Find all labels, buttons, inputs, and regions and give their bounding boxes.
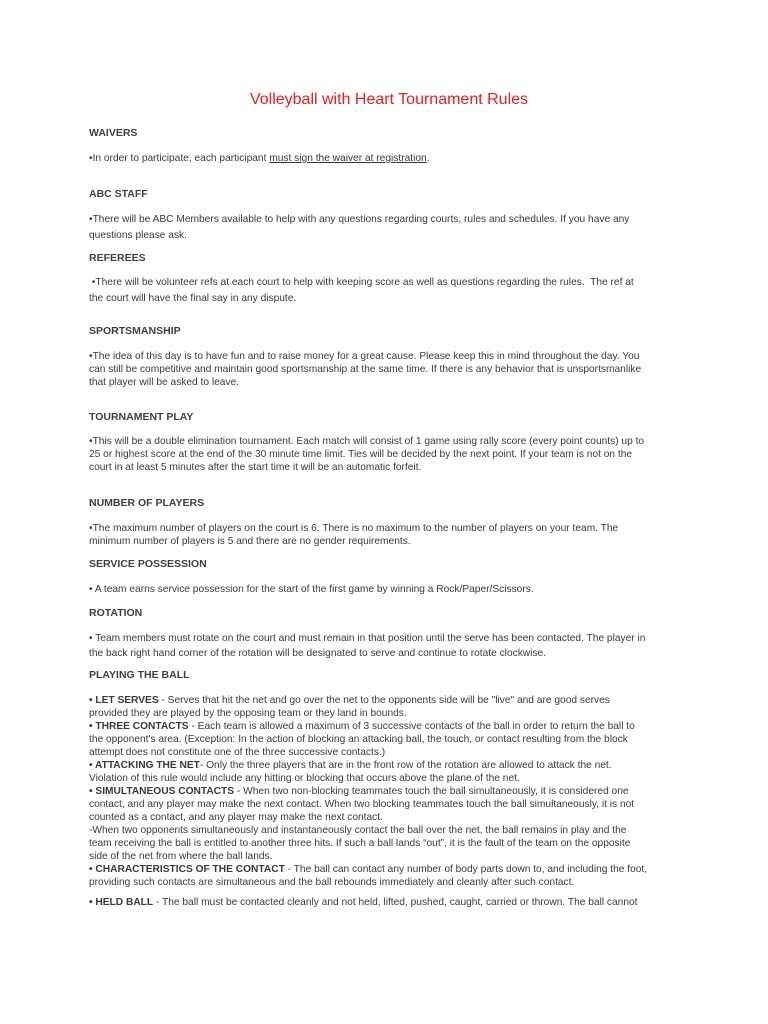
three-contacts-line	[89, 720, 689, 733]
attacking-label: • ATTACKING THE NET	[89, 760, 200, 771]
para-number-of-players	[89, 522, 689, 548]
three-contacts-line: attempt does not constitute one of the three successive contacts.)	[89, 747, 386, 758]
tournament-play-line: •This will be a double elimination tournament. Each match will consist of 1 game using rally score (every point counts) up to	[89, 436, 645, 447]
attacking-text: - Only the three players that are in the front row of the rotation are allowed to attack the net.	[199, 760, 612, 771]
three-contacts-line: the opponent's area. (Exception: In the action of blocking an attacking ball, the touch, or contact resulting from the block	[89, 734, 628, 745]
characteristics-line	[89, 863, 689, 876]
let-serves-label: • LET SERVES	[89, 695, 159, 706]
number-of-players-line: minimum number of players is 5 and there are no gender requirements.	[89, 536, 411, 547]
let-serves-line	[89, 694, 689, 707]
para-referees	[89, 276, 689, 305]
simultaneous-line: counted as a contact, and any player may make the next contact.	[89, 812, 383, 823]
let-serves-line: provided they are played by the opposing team or they land in bounds.	[89, 708, 407, 719]
heading-sportsmanship: SPORTSMANSHIP	[89, 325, 181, 337]
rotation-line: • Team members must rotate on the court and must remain in that position until the serve has been contacted. The player in	[89, 633, 646, 644]
sportsmanship-line: that player will be asked to leave.	[89, 377, 240, 388]
para-sportsmanship	[89, 350, 689, 389]
held-ball-line	[89, 896, 689, 909]
para-waivers	[89, 152, 689, 165]
heading-tournament-play: TOURNAMENT PLAY	[89, 411, 194, 423]
three-contacts-label: • THREE CONTACTS	[89, 721, 189, 732]
service-possession-line: • A team earns service possession for the start of the first game by winning a Rock/Paper/Scissors.	[89, 584, 534, 595]
waivers-text: •In order to participate, each participant	[89, 153, 270, 164]
simultaneous-line: contact, and any player may make the next contact. When two blocking teammates touch the ball simultaneously, it is not	[89, 799, 635, 810]
attacking-line: Violation of this rule would include any hitting or blocking that occurs above the plane of the net.	[89, 773, 520, 784]
heading-playing-the-ball: PLAYING THE BALL	[89, 669, 190, 681]
waivers-period: .	[426, 153, 430, 164]
characteristics-text: - The ball can contact any number of body parts down to, and including the foot,	[284, 864, 648, 875]
held-ball-label: • HELD BALL	[89, 897, 154, 908]
number-of-players-line: •The maximum number of players on the court is 6. There is no maximum to the number of players on your team. The	[89, 523, 619, 534]
tournament-play-line: court in at least 5 minutes after the start time it will be an automatic forfeit.	[89, 462, 422, 473]
simultaneous-line: -When two opponents simultaneously and instantaneously contact the ball over the net, the ball remains in play and the	[89, 825, 627, 836]
simultaneous-line: side of the net from where the ball lands.	[89, 851, 273, 862]
waiver-registration-underlined: must sign the waiver at registration	[269, 153, 427, 164]
referees-line: •There will be volunteer refs at each court to help with keeping score as well as questions regarding the rules. The ref at	[89, 277, 634, 288]
sportsmanship-line: can still be competitive and maintain good sportsmanship at the same time. If there is any behavior that is unsportsmanlike	[89, 364, 642, 375]
let-serves-text: - Serves that hit the net and go over the net to the opponents side will be "live" and are good serves	[158, 695, 610, 706]
simultaneous-line: team receiving the ball is entitled to another three hits. If such a ball lands “out”, it is the fault of the team on the opposite	[89, 838, 631, 849]
heading-rotation: ROTATION	[89, 607, 143, 619]
heading-waivers: WAIVERS	[89, 127, 138, 139]
characteristics-label: • CHARACTERISTICS OF THE CONTACT	[89, 864, 285, 875]
attacking-line	[89, 759, 689, 772]
para-service-possession	[89, 583, 689, 596]
para-rotation	[89, 632, 689, 660]
held-ball-text: - The ball must be contacted cleanly and not held, lifted, pushed, caught, carried or thrown. The ball cannot	[153, 897, 638, 908]
three-contacts-text: - Each team is allowed a maximum of 3 successive contacts of the ball in order to return the ball to	[188, 721, 635, 732]
para-tournament-play	[89, 435, 689, 474]
simultaneous-label: • SIMULTANEOUS CONTACTS	[89, 786, 235, 797]
para-abc-staff	[89, 213, 689, 242]
sportsmanship-line: •The idea of this day is to have fun and to raise money for a great cause. Please keep this in mind throughout the day. You	[89, 351, 640, 362]
para-playing-the-ball	[89, 694, 689, 909]
abc-staff-line: •There will be ABC Members available to help with any questions regarding courts, rules and schedules. If you have any	[89, 214, 630, 225]
referees-line: the court will have the final say in any dispute.	[89, 293, 297, 304]
heading-referees: REFEREES	[89, 252, 146, 264]
tournament-play-line: 25 or highest score at the end of the 30 minute time limit. Ties will be decided by the next point. If your team is not on the	[89, 449, 633, 460]
heading-number-of-players: NUMBER OF PLAYERS	[89, 497, 205, 509]
document-title: Volleyball with Heart Tournament Rules	[249, 91, 529, 108]
rotation-line: the back right hand corner of the rotation will be designated to serve and continue to rotate clockwise.	[89, 648, 547, 659]
simultaneous-line	[89, 785, 689, 798]
heading-abc-staff: ABC STAFF	[89, 188, 148, 200]
abc-staff-line: questions please ask.	[89, 230, 187, 241]
characteristics-line: providing such contacts are simultaneous and the ball rebounds immediately and cleanly after such contact.	[89, 877, 575, 888]
simultaneous-text: - When two non-blocking teammates touch the ball simultaneously, it is considered one	[234, 786, 629, 797]
heading-service-possession: SERVICE POSSESSION	[89, 558, 207, 570]
